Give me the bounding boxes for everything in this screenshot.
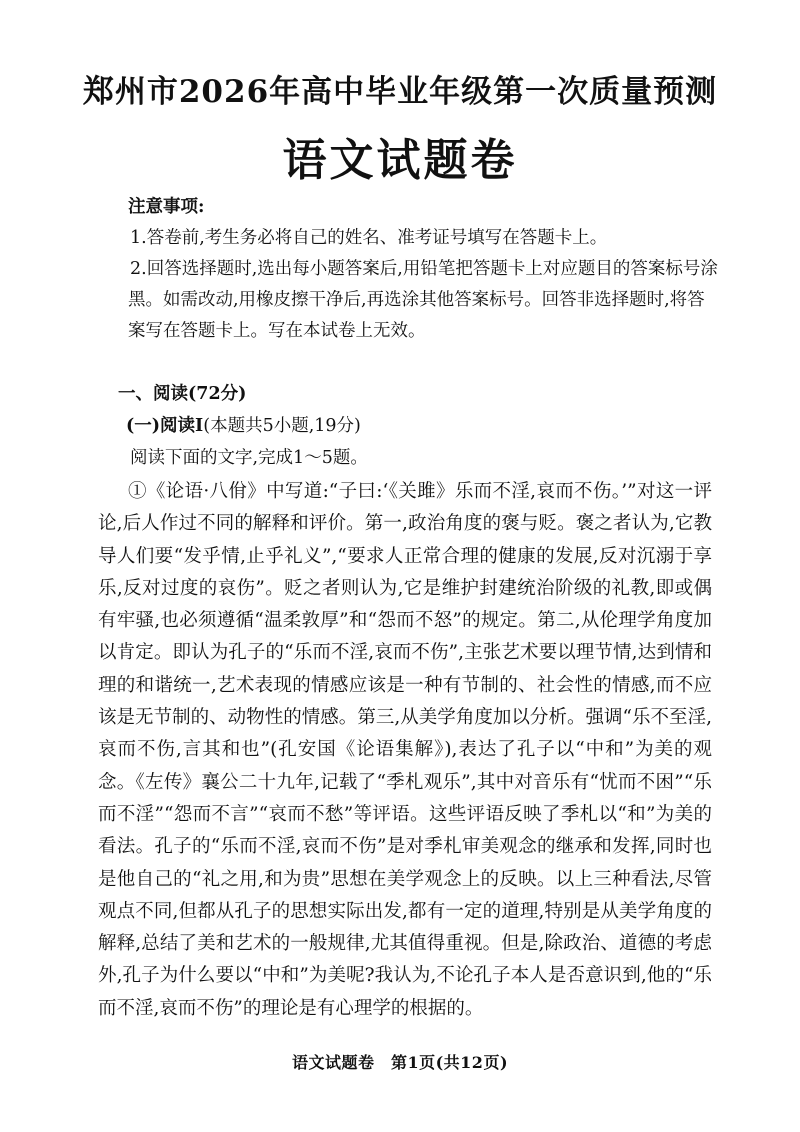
page-footer: 语文试题卷 第1页(共12页) bbox=[291, 1053, 509, 1072]
notice-item-1: 1.答卷前,考生务必将自己的姓名、准考证号填写在答题卡上。 bbox=[130, 228, 608, 248]
notice-heading: 注意事项: bbox=[128, 197, 205, 217]
reading-instruction: 阅读下面的文字,完成1～5题。 bbox=[130, 448, 368, 468]
notice-block bbox=[128, 192, 718, 347]
subsection-note: (本题共5小题,19分) bbox=[203, 416, 361, 436]
subsection-title: (一)阅读Ⅰ bbox=[126, 416, 204, 436]
subsection-heading bbox=[118, 410, 718, 442]
passage-paragraph-1: ①《论语·八佾》中写道:“子曰:‘《关雎》乐而不淫,哀而不伤。’”对这一评论,后人作过不同的解释和评价。第一,政治角度的褒与贬。褒之者认为,它教导人们要“发乎情,止乎礼义”,“要求人正常合理的健康的发展,反对沉溺于享乐,反对过度的哀伤”。贬之者则认为,它是维护封建统治阶级的礼教,即或偶有牢骚,也必须遵循“温柔敦厚”和“怨而不怒”的规定。第二,从伦理学角度加以肯定。即认为孔子的“乐而不淫,哀而不伤”,主张艺术要以理节情,达到情和理的和谐统一,艺术表现的情感应该是一种有节制的、社会性的情感,而不应该是无节制的、动物性的情感。第三,从美学角度加以分析。强调“乐不至淫,哀而不伤,言其和也”(孔安国《论语集解》),表达了孔子以“中和”为美的观念。《左传》襄公二十九年,记载了“季札观乐”,其中对音乐有“忧而不困”“乐而不淫”“怨而不言”“哀而不愁”等评语。这些评语反映了季札以“和”为美的看法。孔子的“乐而不淫,哀而不伤”是对季札审美观念的继承和发挥,同时也是他自己的“礼之用,和为贵”思想在美学观念上的反映。以上三种看法,尽管观点不同,但都从孔子的思想实际出发,都有一定的道理,特别是从美学角度的解释,总结了美和艺术的一般规律,尤其值得重视。但是,除政治、道德的考虑外,孔子为什么要以“中和”为美呢?我认为,不论孔子本人是否意识到,他的“乐而不淫,哀而不伤”的理论是有心理学的根据的。 bbox=[98, 481, 712, 1019]
exam-title: 郑州市2026年高中毕业年级第一次质量预测 bbox=[82, 74, 718, 110]
notice-item-2: 2.回答选择题时,选出每小题答案后,用铅笔把答题卡上对应题目的答案标号涂黑。如需改动,用橡皮擦干净后,再选涂其他答案标号。回答非选择题时,将答案写在答题卡上。写在本试卷上无效。 bbox=[128, 259, 718, 341]
reading-section bbox=[118, 378, 718, 474]
exam-subtitle: 语文试题卷 bbox=[282, 135, 518, 186]
section-heading: 一、阅读(72分) bbox=[118, 384, 247, 404]
